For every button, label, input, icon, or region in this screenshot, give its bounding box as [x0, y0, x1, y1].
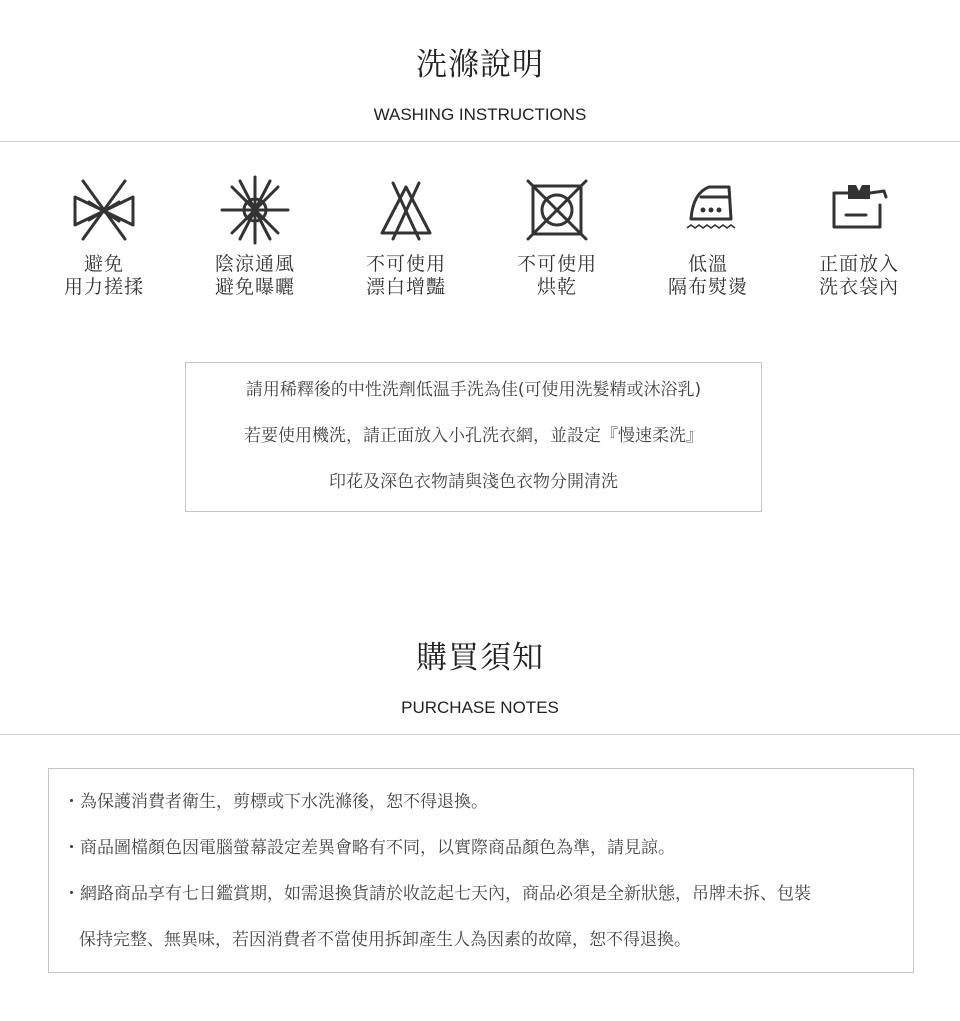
purchase-divider	[0, 734, 960, 735]
washing-note-line: 若要使用機洗，請正面放入小孔洗衣網，並設定『慢速柔洗』	[244, 426, 703, 446]
care-label-line2: 漂白增豔	[365, 276, 446, 298]
care-label-line1: 陰涼通風	[214, 253, 295, 275]
no-tumble-dry-icon	[522, 175, 592, 245]
purchase-note-line: ・為保護消費者衛生，剪標或下水洗滌後，恕不得退換。	[63, 792, 488, 812]
care-item-laundry-bag	[784, 175, 934, 299]
care-label-line1: 避免	[83, 253, 124, 275]
care-icon-row	[0, 175, 960, 305]
washing-note-line: 請用稀釋後的中性洗劑低温手洗為佳(可使用洗髮精或沐浴乳)	[245, 380, 702, 400]
care-label-line2: 洗衣袋內	[818, 276, 899, 298]
purchase-title: 購買須知	[416, 640, 544, 676]
purchase-subtitle: PURCHASE NOTES	[401, 698, 559, 717]
no-bleach-icon	[371, 175, 441, 245]
care-label-line2: 用力搓揉	[63, 276, 144, 298]
washing-title: 洗滌說明	[416, 47, 544, 83]
purchase-notes-box	[48, 768, 914, 973]
care-label-line2: 避免曝曬	[214, 276, 295, 298]
care-label-line1: 正面放入	[818, 253, 899, 275]
washing-note-line: 印花及深色衣物請與淺色衣物分開清洗	[329, 472, 618, 492]
care-label-line2: 隔布熨燙	[667, 276, 748, 298]
purchase-note-line: ・網路商品享有七日鑑賞期，如需退換貨請於收訖起七天內，商品必須是全新狀態，吊牌未拆、包裝	[63, 884, 811, 904]
laundry-bag-icon	[824, 175, 894, 245]
care-label-line1: 不可使用	[516, 253, 597, 275]
care-item-low-iron	[633, 175, 783, 299]
care-item-no-sun	[180, 175, 330, 299]
purchase-note-line: ・商品圖檔顏色因電腦螢幕設定差異會略有不同，以實際商品顏色為準，請見諒。	[63, 838, 675, 858]
care-item-no-tumble-dry	[482, 175, 632, 299]
low-iron-icon	[673, 175, 743, 245]
washing-notes-box	[185, 362, 762, 512]
care-label-line1: 低溫	[687, 253, 728, 275]
no-wring-icon	[69, 175, 139, 245]
care-label-line2: 烘乾	[536, 276, 577, 298]
care-item-no-wring	[29, 175, 179, 299]
washing-divider	[0, 141, 960, 142]
care-label-line1: 不可使用	[365, 253, 446, 275]
no-sun-icon	[220, 175, 290, 245]
care-item-no-bleach	[331, 175, 481, 299]
washing-subtitle: WASHING INSTRUCTIONS	[373, 105, 587, 124]
purchase-note-line: 保持完整、無異味，若因消費者不當使用拆卸產生人為因素的故障，恕不得退換。	[79, 930, 691, 950]
